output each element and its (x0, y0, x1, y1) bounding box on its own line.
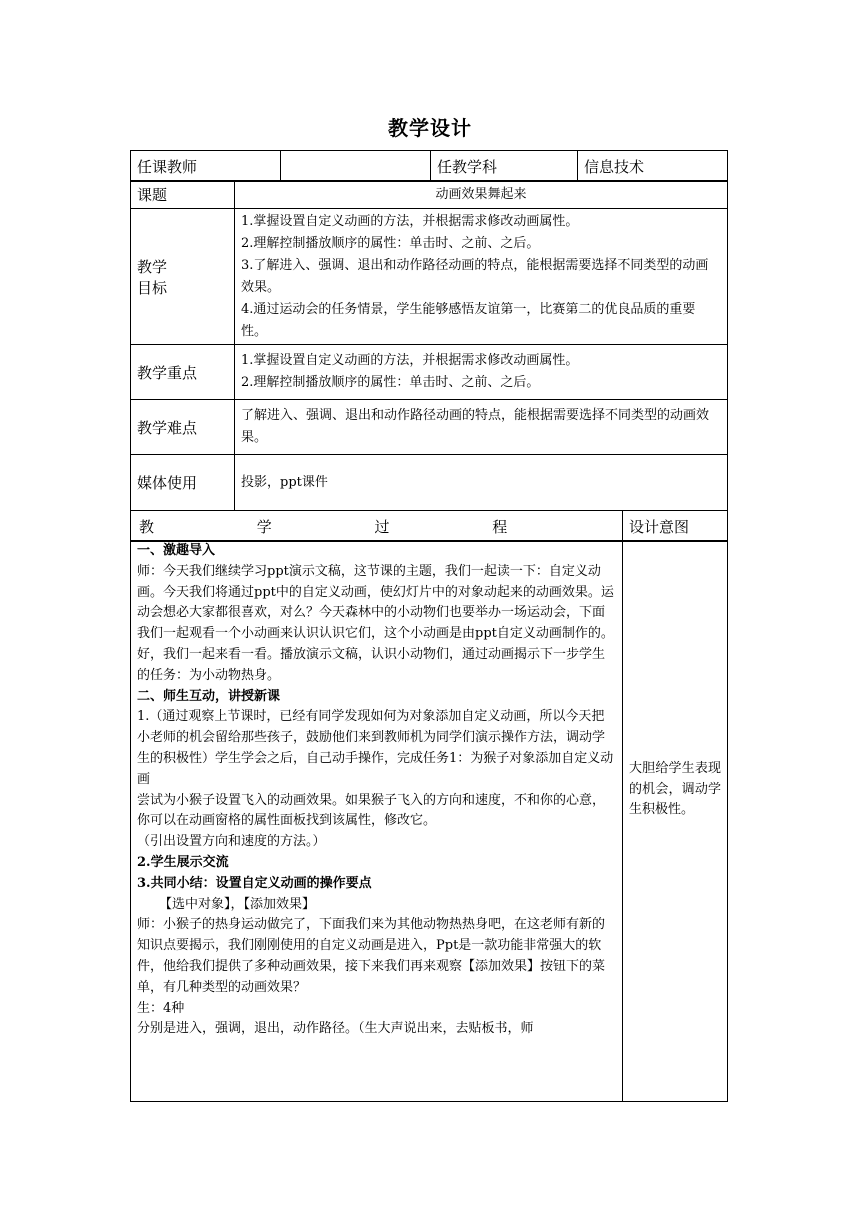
subject-value: 信息技术 (578, 151, 728, 182)
section-2-paragraph: 分别是进入，强调，退出，动作路径。（生大声说出来，去贴板书，师 (137, 1021, 534, 1037)
key-points-label: 教学重点 (131, 345, 235, 400)
topic-label: 课题 (131, 181, 235, 209)
section-1-text: 师：今天我们继续学习ppt演示文稿，这节课的主题，我们一起读一下：自定义动画。今天我们将通过ppt中的自定义动画，使幻灯片中的对象动起来的动画效果。运动会想必大家都很喜欢，对么？今天森林中的小动物们也要举办一场运动会，下面我们一起观看一个小动画来认识认识它们，这个小动画是由ppt自定义动画制作的。好，我们一起来看一看。播放演示文稿，认识小动物们，通过动画揭示下一步学生的任务：为小动物热身。 (137, 563, 614, 683)
goal-item: 4.通过运动会的任务情景，学生能够感悟友谊第一，比赛第二的优良品质的重要性。 (241, 301, 696, 339)
info-table (130, 150, 728, 182)
process-header-char: 教 (139, 517, 155, 536)
document-title: 教学设计 (388, 116, 472, 140)
process-content (131, 541, 623, 1102)
goals-label-line1: 教学 (137, 257, 168, 276)
key-points-list (235, 345, 728, 400)
section-2-subheading: 2.学生展示交流 (137, 854, 229, 870)
section-2-paragraph: 生：4种 (137, 1000, 185, 1016)
difficult-points-value: 了解进入、强调、退出和动作路径动画的特点，能根据需要选择不同类型的动画效果。 (235, 400, 728, 455)
section-1-heading: 一、激趣导入 (137, 543, 216, 558)
lesson-info-table (130, 180, 728, 511)
topic-value: 动画效果舞起来 (235, 181, 728, 209)
goal-item: 1.掌握设置自定义动画的方法，并根据需求修改动画属性。 (241, 213, 579, 229)
goals-label (131, 209, 235, 345)
design-intent-text: 大胆给学生表现的机会，调动学生积极性。 (623, 541, 728, 1102)
section-2-paragraph: 尝试为小猴子设置飞入的动画效果。如果猴子飞入的方向和速度，不和你的心意，你可以在动画窗格的属性面板找到该属性，修改它。 (137, 792, 606, 829)
goal-item: 2.理解控制播放顺序的属性：单击时、之前、之后。 (241, 235, 540, 251)
teacher-value (281, 151, 431, 182)
subject-label: 任教学科 (431, 151, 578, 182)
section-2-paragraph: 1.（通过观察上节课时，已经有同学发现如何为对象添加自定义动画，所以今天把小老师的机会留给那些孩子，鼓励他们来到教师机为同学们演示操作方法，调动学生的积极性）学生学会之后，自己动手操作，完成任务1：为猴子对象添加自定义动画 (137, 709, 614, 787)
process-header (131, 511, 623, 542)
goal-item: 3.了解进入、强调、退出和动作路径动画的特点，能根据需要选择不同类型的动画效果。 (241, 257, 709, 295)
key-point-item: 2.理解控制播放顺序的属性：单击时、之前、之后。 (241, 375, 540, 390)
goals-list (235, 209, 728, 345)
process-body-table (130, 540, 728, 1102)
section-2-heading: 二、师生互动，讲授新课 (137, 688, 281, 704)
goals-label-line2: 目标 (137, 278, 168, 297)
media-label: 媒体使用 (131, 455, 235, 511)
process-header-char: 学 (256, 517, 272, 536)
teacher-label: 任课教师 (131, 151, 281, 182)
media-value: 投影，ppt课件 (235, 455, 728, 511)
section-2-paragraph: （引出设置方向和速度的方法。） (137, 834, 326, 850)
difficult-points-label: 教学难点 (131, 400, 235, 455)
key-point-item: 1.掌握设置自定义动画的方法，并根据需求修改动画属性。 (241, 353, 579, 368)
process-header-table (130, 510, 728, 542)
process-header-char: 程 (492, 517, 508, 536)
section-2-subheading: 3.共同小结：设置自定义动画的操作要点 (137, 875, 372, 891)
design-intent-header: 设计意图 (623, 511, 728, 542)
process-header-char: 过 (374, 517, 390, 536)
section-2-steps: 【选中对象】，【添加效果】 (159, 896, 316, 912)
section-2-paragraph: 师：小猴子的热身运动做完了，下面我们来为其他动物热热身吧，在这老师有新的知识点要揭示，我们刚刚使用的自定义动画是进入，Ppt是一款功能非常强大的软件，他给我们提供了多种动画效果，接下来我们再来观察【添加效果】按钮下的菜单，有几种类型的动画效果？ (137, 917, 606, 995)
